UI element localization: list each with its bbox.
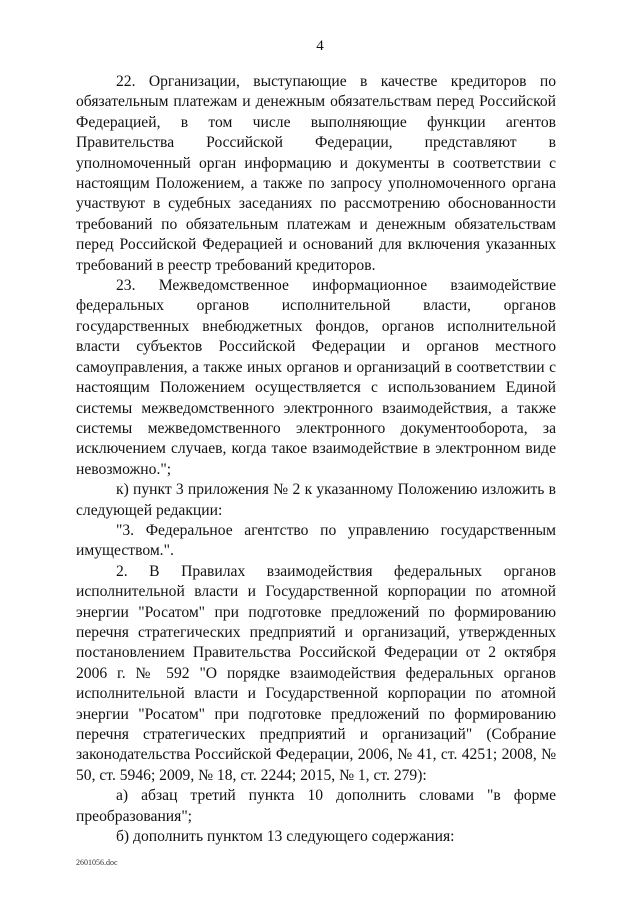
document-body bbox=[76, 72, 556, 847]
paragraph-22: 22. Организации, выступающие в качестве кредиторов по обязательным платежам и денежным обязательствам перед Российской Федерацией, в том числе выполняющие функции агентов Правительства Российской Федерации, представляют в уполномоченный орган информацию и документы в соответствии с настоящим Положением, а также по запросу уполномоченного органа участвуют в судебных заседаниях по рассмотрению обоснованности требований по обязательным платежам и денежным обязательствам перед Российской Федерацией и оснований для включения указанных требований в реестр требований кредиторов. bbox=[76, 73, 556, 274]
page-number: 4 bbox=[316, 38, 324, 54]
paragraph-2: 2. В Правилах взаимодействия федеральных органов исполнительной власти и Государственной корпорации по атомной энергии "Росатом" при подготовке предложений по формированию перечня стратегических предприятий и организаций, утвержденных постановлением Правительства Российской Федерации от 2 октября 2006 г. № 592 "О порядке взаимодействия федеральных органов исполнительной власти и Государственной корпорации по атомной энергии "Росатом" при подготовке предложений по формированию перечня стратегических предприятий и организаций" (Собрание законодательства Российской Федерации, 2006, № 41, ст. 4251; 2008, № 50, ст. 5946; 2009, № 18, ст. 2244; 2015, № 1, ст. 279): bbox=[76, 562, 556, 784]
subparagraph-a: а) абзац третий пункта 10 дополнить словами "в форме преобразования"; bbox=[76, 787, 556, 825]
footer-file-name: 2601056.doc bbox=[76, 858, 118, 867]
subparagraph-b: б) дополнить пунктом 13 следующего содержания: bbox=[116, 828, 455, 846]
paragraph-23: 23. Межведомственное информационное взаимодействие федеральных органов исполнительной власти, органов государственных внебюджетных фондов, органов исполнительной власти субъектов Российской Федерации и органов местного самоуправления, а также иных органов и организаций в соответствии с настоящим Положением осуществляется с использованием Единой системы межведомственного электронного взаимодействия, а также системы межведомственного электронного документооборота, за исключением случаев, когда такое взаимодействие в электронном виде невозможно."; bbox=[76, 277, 556, 478]
quoted-item-3: "3. Федеральное агентство по управлению государственным имуществом.". bbox=[76, 521, 556, 560]
subparagraph-k: к) пункт 3 приложения № 2 к указанному Положению изложить в следующей редакции: bbox=[76, 481, 556, 519]
